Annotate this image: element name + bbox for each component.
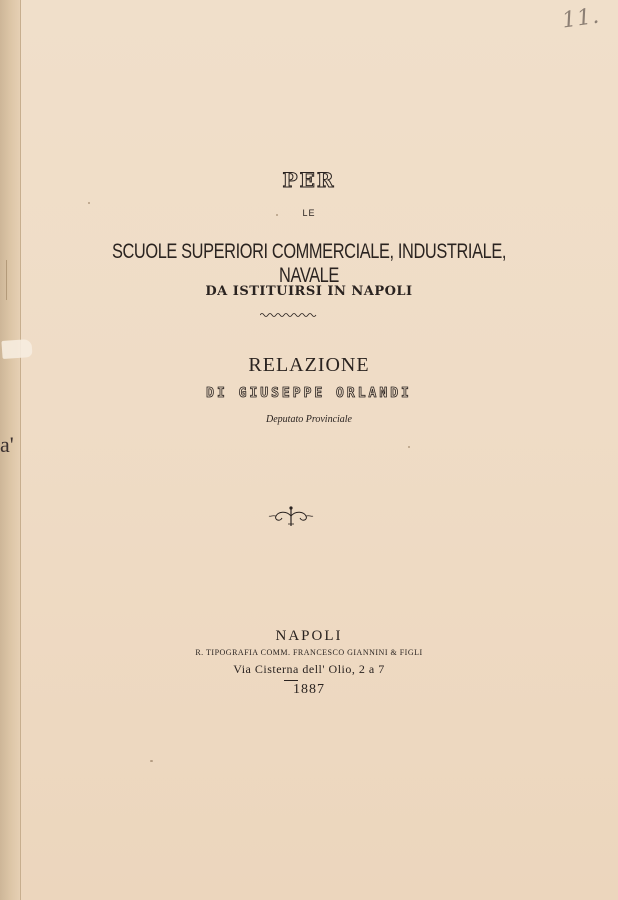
title-city-line: DA ISTITUIRSI IN NAPOLI: [205, 284, 413, 299]
foxing-spot: [150, 760, 153, 762]
spine-crease: [6, 260, 15, 300]
spine-fragment-text: a': [0, 432, 14, 457]
imprint-rule: [284, 680, 298, 681]
imprint-city: NAPOLI: [275, 628, 343, 644]
report-author: DI GIUSEPPE ORLANDI: [206, 386, 412, 401]
report-heading: RELAZIONE: [248, 354, 370, 376]
foxing-spot: [276, 214, 278, 216]
title-schools: SCUOLE SUPERIORI COMMERCIALE, INDUSTRIALE, NAVALE: [111, 240, 507, 287]
handwritten-shelf-mark: 11.: [560, 3, 602, 34]
title-le: LE: [302, 208, 316, 218]
wavy-rule-icon: [260, 312, 318, 318]
fleuron-icon: [268, 504, 314, 528]
foxing-spot: [408, 446, 410, 448]
imprint-year: 1887: [293, 682, 325, 697]
imprint-address: Via Cisterna dell' Olio, 2 a 7: [233, 662, 385, 676]
imprint-printer: R. TIPOGRAFIA COMM. FRANCESCO GIANNINI & FIGLI: [195, 648, 423, 657]
foxing-spot: [88, 202, 90, 204]
report-role: Deputato Provinciale: [266, 414, 352, 425]
title-per: PER: [282, 168, 336, 192]
